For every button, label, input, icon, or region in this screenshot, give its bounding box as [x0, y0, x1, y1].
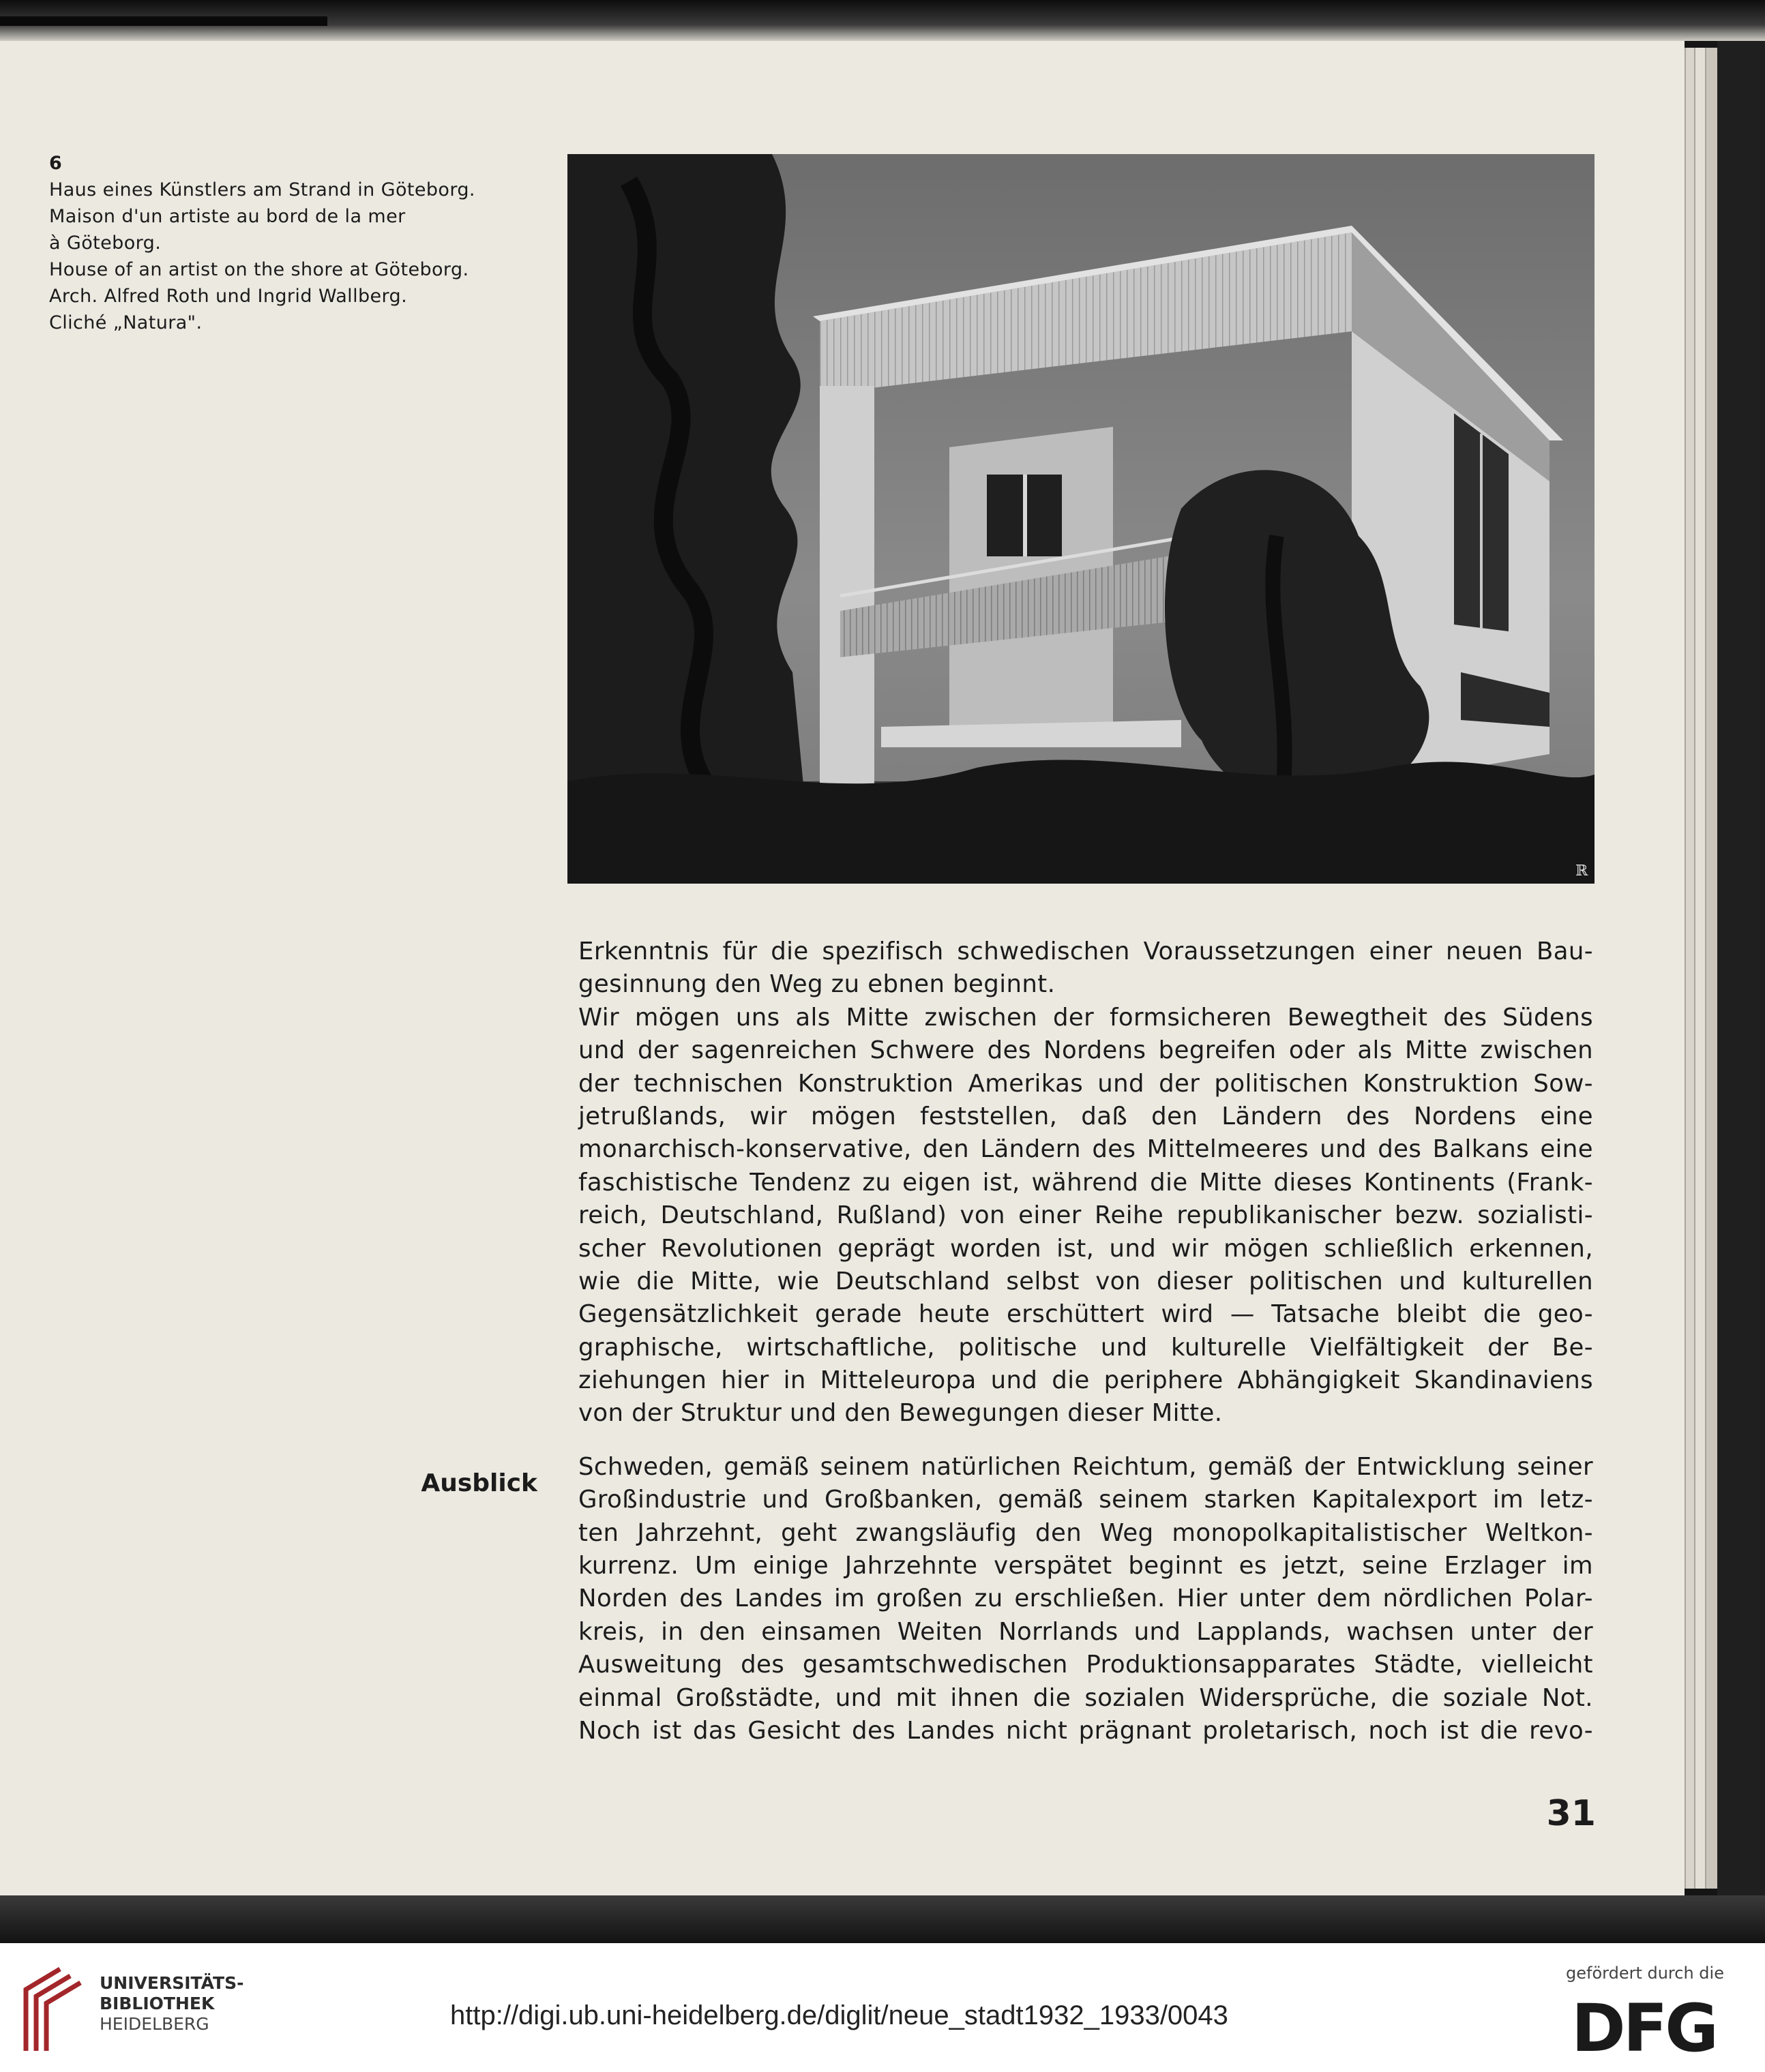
photographer-monogram: ℝ: [1575, 862, 1588, 880]
text-line: ziehungen hier in Mitteleuropa und die periphere Abhängigkeit Skandinaviens: [578, 1366, 1593, 1395]
text-line: graphische, wirtschaftliche, politische und kulturelle Vielfältigkeit der Be-: [578, 1333, 1593, 1362]
caption-line: à Göteborg.: [49, 232, 162, 254]
scan-bottom-edge: [0, 1895, 1765, 1943]
text-line: monarchisch-konservative, den Ländern des Mittelmeeres und des Balkans eine: [578, 1135, 1593, 1164]
university-library-name[interactable]: [100, 1973, 243, 2035]
logo-strokes: [26, 1969, 80, 2051]
logo-stroke: [46, 1983, 80, 2051]
caption-line: House of an artist on the shore at Göteborg.: [49, 259, 469, 280]
text-line: Ausweitung des gesamtschwedischen Produktionsapparates Städte, vielleicht: [578, 1651, 1593, 1679]
logo-stroke: [26, 1969, 60, 2051]
logo-stroke: [36, 1976, 70, 2051]
dfg-logo-text: DFG: [1571, 1994, 1717, 2059]
text-line: Gegensätzlichkeit gerade heute erschüttert wird — Tatsache bleibt die geo-: [578, 1300, 1593, 1329]
paragraph-gap: [578, 1430, 1593, 1451]
text-line: kreis, in den einsamen Weiten Norrlands und Lapplands, wachsen unter der: [578, 1617, 1593, 1646]
page-number: 31: [1546, 1793, 1596, 1834]
figure-number: 6: [49, 153, 63, 174]
page-edge: [1694, 48, 1705, 1889]
text-line: Wir mögen uns als Mitte zwischen der formsicheren Bewegtheit des Südens: [578, 1003, 1593, 1032]
library-name-line: BIBLIOTHEK: [100, 1994, 215, 2013]
university-library-logo-icon[interactable]: [19, 1962, 87, 2058]
text-line: Großindustrie und Großbanken, gemäß seinem starken Kapitalexport im letz-: [578, 1486, 1593, 1514]
scan-top-edge: [0, 0, 1765, 41]
page-edge: [1685, 48, 1694, 1889]
body-text: [578, 935, 1593, 1747]
figure-caption: [49, 150, 547, 336]
funding-label: gefördert durch die: [1566, 1964, 1724, 1983]
text-line: Noch ist das Gesicht des Landes nicht prägnant proletarisch, noch ist die revo-: [578, 1716, 1593, 1745]
text-line: Erkenntnis für die spezifisch schwedischen Voraussetzungen einer neuen Bau-: [578, 937, 1593, 965]
text-line: gesinnung den Weg zu ebnen beginnt.: [578, 970, 1056, 999]
text-line: und der sagenreichen Schwere des Nordens begreifen oder als Mitte zwischen: [578, 1036, 1593, 1065]
text-line: Schweden, gemäß seinem natürlichen Reichtum, gemäß der Entwicklung seiner: [578, 1452, 1593, 1481]
dfg-logo-icon[interactable]: [1571, 1994, 1742, 2059]
caption-line: Arch. Alfred Roth und Ingrid Wallberg.: [49, 286, 408, 307]
house-photograph: [567, 154, 1595, 884]
document-url-link[interactable]: http://digi.ub.uni-heidelberg.de/diglit/neue_stadt1932_1933/0043: [450, 2000, 1228, 2030]
page-edge: [1705, 48, 1717, 1889]
library-name-line: UNIVERSITÄTS-: [100, 1973, 244, 1993]
text-line: wie die Mitte, wie Deutschland selbst von dieser politischen und kulturellen: [578, 1267, 1593, 1295]
caption-line: Haus eines Künstlers am Strand in Göteborg.: [49, 179, 475, 200]
text-line: der technischen Konstruktion Amerikas und der politischen Konstruktion Sow-: [578, 1069, 1593, 1098]
text-line: Norden des Landes im großen zu erschließen. Hier unter dem nördlichen Polar-: [578, 1585, 1593, 1613]
text-line: von der Struktur und den Bewegungen dieser Mitte.: [578, 1399, 1223, 1428]
house-photograph-drawing: [567, 154, 1595, 884]
text-line: einmal Großstädte, und mit ihnen die sozialen Widersprüche, die soziale Not.: [578, 1683, 1593, 1712]
section-heading: Ausblick: [421, 1469, 537, 1497]
caption-line: Cliché „Natura".: [49, 312, 203, 333]
library-name-line: HEIDELBERG: [100, 2014, 209, 2034]
text-line: ten Jahrzehnt, geht zwangsläufig den Weg monopolkapitalistischer Weltkon-: [578, 1518, 1593, 1547]
text-line: scher Revolutionen geprägt worden ist, und wir mögen schließlich erkennen,: [578, 1234, 1593, 1263]
caption-line: Maison d'un artiste au bord de la mer: [49, 206, 406, 227]
text-line: reich, Deutschland, Rußland) von einer Reihe republikanischer bezw. sozialisti-: [578, 1201, 1593, 1230]
viewer-footer: [0, 1943, 1765, 2072]
book-cover-edge: [1717, 41, 1765, 1943]
text-line: kurrenz. Um einige Jahrzehnte verspätet beginnt es jetzt, seine Erzlager im: [578, 1552, 1593, 1580]
text-line: jetrußlands, wir mögen feststellen, daß den Ländern des Nordens eine: [578, 1102, 1593, 1130]
text-line: faschistische Tendenz zu eigen ist, während die Mitte dieses Kontinents (Frank-: [578, 1168, 1593, 1197]
